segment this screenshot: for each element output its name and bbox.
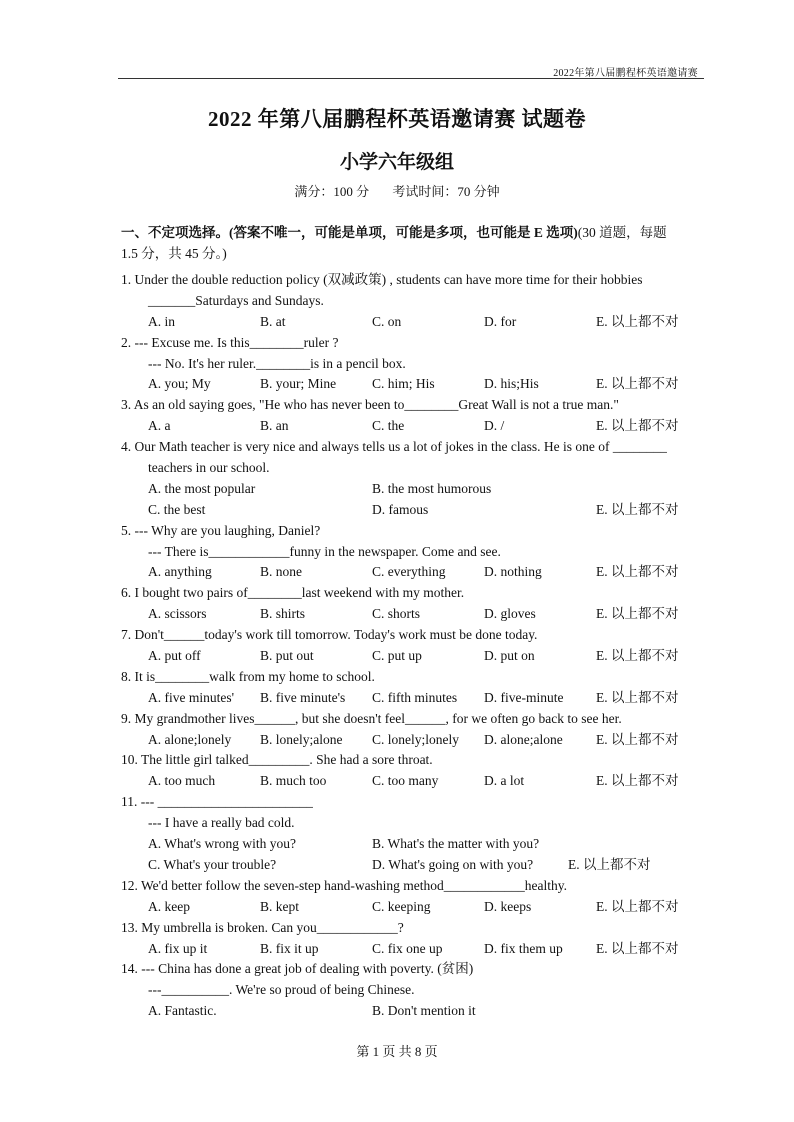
question-list — [121, 270, 711, 1022]
answer-option: A. scissors — [148, 606, 207, 622]
answer-option: D. his;His — [484, 376, 539, 392]
option-row — [121, 646, 711, 667]
page-title: 2022 年第八届鹏程杯英语邀请赛 试题卷 — [208, 107, 586, 131]
option-row — [121, 500, 711, 521]
question-stem-continued: ---__________. We're so proud of being Chinese. — [148, 982, 415, 998]
answer-option: C. keeping — [372, 898, 431, 914]
answer-option: C. What's your trouble? — [148, 856, 277, 872]
answer-option: E. 以上都不对 — [596, 898, 679, 914]
answer-option: A. a — [148, 418, 171, 434]
answer-option: D. / — [484, 418, 505, 434]
option-row — [121, 562, 711, 583]
answer-option: E. 以上都不对 — [596, 313, 679, 329]
option-row — [121, 730, 711, 751]
question-stem: 4. Our Math teacher is very nice and always tells us a lot of jokes in the class. He is one of ________ — [121, 439, 667, 455]
question-stem: 3. As an old saying goes, "He who has never been to________Great Wall is not a true man." — [121, 397, 619, 413]
question-stem-continued: --- I have a really bad cold. — [148, 815, 295, 831]
question-stem-continued: teachers in our school. — [148, 460, 270, 476]
answer-option: D. put on — [484, 648, 535, 664]
answer-option: E. 以上都不对 — [596, 689, 679, 705]
answer-option: D. a lot — [484, 773, 525, 789]
option-row — [121, 312, 711, 333]
option-row — [121, 897, 711, 918]
answer-option: B. none — [260, 564, 302, 580]
answer-option: D. gloves — [484, 606, 536, 622]
section-instruction: 一、不定项选择。(答案不唯一，可能是单项，可能是多项，也可能是 E 选项) — [121, 225, 578, 240]
option-row — [121, 855, 711, 876]
section-heading — [121, 222, 707, 264]
answer-option: D. nothing — [484, 564, 542, 580]
exam-meta — [0, 181, 794, 200]
question-stem: 6. I bought two pairs of________last weekend with my mother. — [121, 585, 465, 601]
option-row — [121, 604, 711, 625]
question-stem: 9. My grandmother lives______, but she doesn't feel______, for we often go back to see her. — [121, 710, 622, 726]
answer-option: E. 以上都不对 — [596, 940, 679, 956]
answer-option: B. five minute's — [260, 689, 346, 705]
answer-option: E. 以上都不对 — [596, 564, 679, 580]
answer-option: B. lonely;alone — [260, 731, 343, 747]
answer-option: B. an — [260, 418, 289, 434]
answer-option: B. kept — [260, 898, 299, 914]
running-header: 2022年第八届鹏程杯英语邀请赛 — [553, 68, 698, 79]
section-note-2: 1.5 分，共 45 分。) — [121, 246, 227, 261]
question-stem: 7. Don't______today's work till tomorrow. Today's work must be done today. — [121, 627, 538, 643]
section-note: (30 道题，每题 — [577, 225, 667, 240]
answer-option: A. fix up it — [148, 940, 208, 956]
answer-option: B. at — [260, 313, 286, 329]
answer-option: D. famous — [372, 501, 429, 517]
answer-option: C. on — [372, 313, 402, 329]
option-row — [121, 374, 711, 395]
option-row — [121, 834, 711, 855]
answer-option: C. put up — [372, 648, 422, 664]
question-stem-continued: --- No. It's her ruler.________is in a pencil box. — [148, 355, 406, 371]
answer-option: C. lonely;lonely — [372, 731, 459, 747]
answer-option: C. the — [372, 418, 405, 434]
answer-option: C. the best — [148, 501, 206, 517]
answer-option: C. fifth minutes — [372, 689, 458, 705]
question-stem: 14. --- China has done a great job of dealing with poverty. (贫困) — [121, 961, 474, 977]
time-info: 考试时间：70 分钟 — [392, 184, 500, 199]
answer-option: B. Don't mention it — [372, 1003, 476, 1019]
answer-option: E. 以上都不对 — [596, 501, 679, 517]
answer-option: A. What's wrong with you? — [148, 836, 297, 852]
header-rule — [118, 78, 704, 79]
answer-option: A. too much — [148, 773, 216, 789]
answer-option: A. you; My — [148, 376, 211, 392]
answer-option: D. keeps — [484, 898, 532, 914]
page-footer: 第 1 页 共 8 页 — [356, 1044, 438, 1059]
answer-option: E. 以上都不对 — [596, 648, 679, 664]
question-stem-continued: --- There is____________funny in the newspaper. Come and see. — [148, 543, 501, 559]
option-row — [121, 688, 711, 709]
answer-option: B. much too — [260, 773, 327, 789]
page-subtitle: 小学六年级组 — [339, 152, 454, 173]
answer-option: B. the most humorous — [372, 480, 492, 496]
answer-option: B. fix it up — [260, 940, 319, 956]
score-info: 满分：100 分 — [294, 184, 370, 199]
answer-option: C. him; His — [372, 376, 435, 392]
answer-option: E. 以上都不对 — [596, 418, 679, 434]
question-stem-continued: _______Saturdays and Sundays. — [148, 292, 324, 308]
answer-option: A. anything — [148, 564, 212, 580]
answer-option: B. shirts — [260, 606, 306, 622]
answer-option: C. everything — [372, 564, 446, 580]
question-stem: 8. It is________walk from my home to school. — [121, 668, 375, 684]
answer-option: B. your; Mine — [260, 376, 337, 392]
answer-option: B. put out — [260, 648, 314, 664]
question-stem: 13. My umbrella is broken. Can you____________? — [121, 919, 404, 935]
answer-option: A. five minutes' — [148, 689, 235, 705]
answer-option: C. shorts — [372, 606, 421, 622]
answer-option: E. 以上都不对 — [596, 376, 679, 392]
answer-option: B. What's the matter with you? — [372, 836, 540, 852]
question-stem: 5. --- Why are you laughing, Daniel? — [121, 522, 321, 538]
answer-option: E. 以上都不对 — [596, 731, 679, 747]
answer-option: A. keep — [148, 898, 190, 914]
question-stem: 11. --- _______________________ — [121, 794, 313, 810]
option-row — [121, 771, 711, 792]
answer-option: A. alone;lonely — [148, 731, 232, 747]
answer-option: A. put off — [148, 648, 201, 664]
answer-option: A. in — [148, 313, 175, 329]
answer-option: E. 以上都不对 — [596, 606, 679, 622]
answer-option: A. the most popular — [148, 480, 256, 496]
answer-option: D. for — [484, 313, 517, 329]
question-stem: 1. Under the double reduction policy (双减政策) , students can have more time for their hobbies — [121, 272, 643, 287]
answer-option: A. Fantastic. — [148, 1003, 217, 1019]
answer-option: D. five-minute — [484, 689, 564, 705]
question-stem: 12. We'd better follow the seven-step hand-washing method____________healthy. — [121, 877, 568, 893]
answer-option: E. 以上都不对 — [596, 773, 679, 789]
question-stem: 10. The little girl talked_________. She had a sore throat. — [121, 752, 433, 768]
option-row — [121, 416, 711, 437]
answer-option: D. fix them up — [484, 940, 563, 956]
question-stem: 2. --- Excuse me. Is this________ruler ? — [121, 334, 339, 350]
answer-option: D. alone;alone — [484, 731, 563, 747]
option-row — [121, 1001, 711, 1022]
option-row — [121, 479, 711, 500]
answer-option: E. 以上都不对 — [568, 856, 651, 872]
option-row — [121, 939, 711, 960]
answer-option: C. fix one up — [372, 940, 443, 956]
answer-option: D. What's going on with you? — [372, 856, 534, 872]
answer-option: C. too many — [372, 773, 439, 789]
